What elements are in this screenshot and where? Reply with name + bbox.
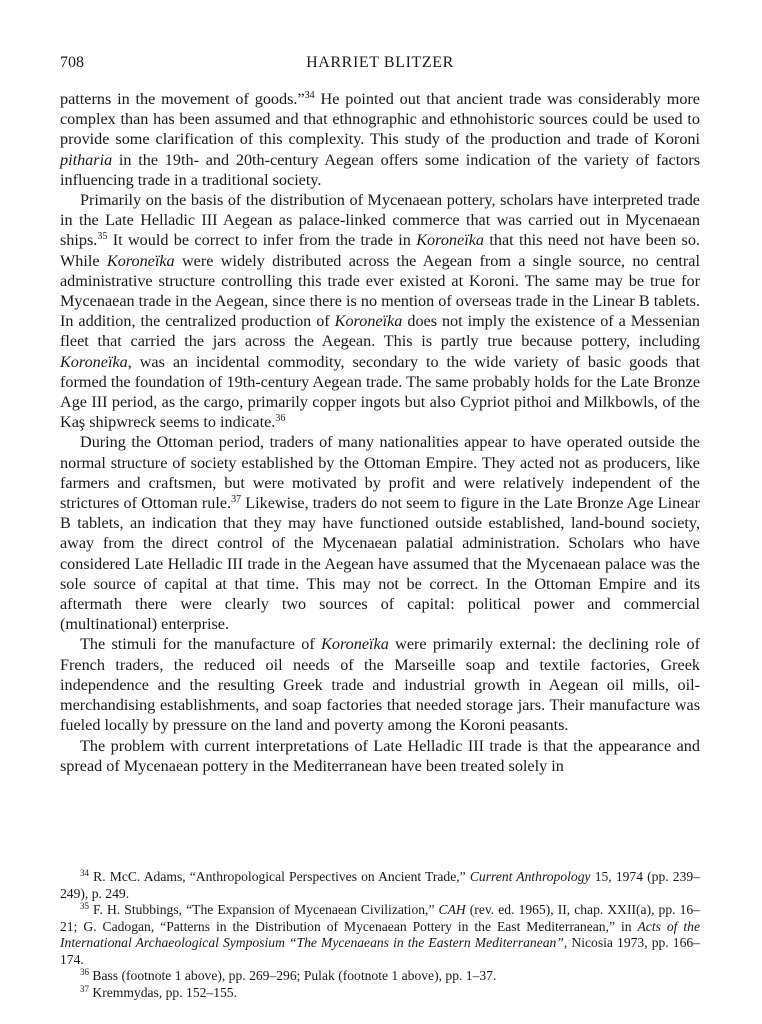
note-marker: 34 bbox=[304, 90, 315, 101]
text-run: R. McC. Adams, “Anthropological Perspectives on Ancient Trade,” bbox=[89, 869, 470, 884]
text-run: It would be correct to infer from the trade in bbox=[107, 231, 417, 250]
italic-text: Current Anthropology bbox=[469, 869, 591, 884]
text-run: Likewise, traders do not seem to figure in the Late Bronze Age Linear B tablets, an indication that they may have functioned outside established, land-bound society, away from the direct control of the Mycenaean palatial administration. Scholars who have considered Late Helladic III trade in the Aegean have assumed that the Mycenaean palace was the sole source of capital at that time. This may not be correct. In the Ottoman Empire and its aftermath there were clearly two sources of capital: political power and commercial (multinational) enterprise. bbox=[60, 494, 700, 634]
italic-text: CAH bbox=[438, 902, 466, 917]
footnotes bbox=[60, 869, 700, 1001]
footnote bbox=[60, 902, 700, 968]
text-run: Kremmydas, pp. 152–155. bbox=[89, 984, 238, 1000]
text-run: patterns in the movement of goods.” bbox=[60, 90, 305, 108]
text-run: The problem with current interpretations of Late Helladic III trade is that the appearance and spread of Mycenaean pottery in the Mediterranean have been treated solely in bbox=[60, 736, 700, 775]
note-marker: 35 bbox=[97, 231, 108, 243]
footnote bbox=[60, 985, 700, 1002]
text-run: During the Ottoman period, traders of many nationalities appear to have operated outside the normal structure of society established by the Ottoman Empire. They acted not as producers, like farmers and craftsmen, but were motivated by profit and were relatively independent of the strictures of Ottoman rule. bbox=[60, 433, 700, 513]
text-run: (rev. ed. 1965), II, chap. XXII(a), pp. 16–21; G. Cadogan, “Patterns in the Distribution of Mycenaean Pottery in the East Mediterranean,” in bbox=[60, 902, 700, 934]
running-head: HARRIET BLITZER bbox=[306, 54, 454, 71]
text-run: Primarily on the basis of the distribution of Mycenaean pottery, scholars have interpreted trade in the Late Helladic III Aegean as palace-linked commerce that was carried out in Mycenaean ships. bbox=[60, 191, 700, 250]
note-marker: 37 bbox=[80, 983, 89, 994]
text-run: He pointed out that ancient trade was considerably more complex than has been assumed and that ethnographic and ethnohistoric sources could be used to provide some clarification of this complexity. This study of the production and trade of Koroni bbox=[60, 90, 700, 149]
text-run: 15, 1974 (pp. 239–249), p. 249. bbox=[60, 869, 700, 901]
page-number: 708 bbox=[60, 54, 84, 71]
note-marker: 37 bbox=[231, 494, 242, 506]
footnote bbox=[60, 968, 700, 985]
text-run: , Nicosia 1973, pp. 166–174. bbox=[60, 935, 700, 967]
paragraph bbox=[60, 190, 700, 432]
paragraph bbox=[60, 432, 700, 634]
paragraph bbox=[60, 89, 700, 190]
italic-text: Koroneïka bbox=[60, 352, 128, 371]
paragraph bbox=[60, 736, 700, 776]
page-header bbox=[60, 54, 700, 76]
note-marker: 34 bbox=[80, 868, 89, 878]
text-run: that this need not have been so. While bbox=[60, 231, 700, 270]
text-run: were widely distributed across the Aegean from a single source, no central administrative structure controlling this trade ever existed at Koroni. The same may be true for Mycenaean trade in the Aegean, since there is no mention of overseas trade in the Linear B tablets. In addition, the centralized production of bbox=[60, 251, 700, 331]
italic-text: Koroneïka bbox=[321, 635, 389, 654]
text-run: The stimuli for the manufacture of bbox=[80, 635, 322, 654]
text-run: , was an incidental commodity, secondary to the wide variety of basic goods that formed the foundation of 19th-century Aegean trade. The same probably holds for the Late Bronze Age III period, as the cargo, primarily copper ingots but also Cypriot pithoi and Milkbowls, of the Kaş shipwreck seems to indicate. bbox=[60, 352, 700, 432]
note-marker: 35 bbox=[80, 901, 89, 911]
text-run: Bass (footnote 1 above), pp. 269–296; Pulak (footnote 1 above), pp. 1–37. bbox=[89, 968, 497, 983]
italic-text: pitharia bbox=[60, 150, 113, 169]
italic-text: Koroneïka bbox=[334, 312, 403, 331]
text-run: were primarily external: the declining role of French traders, the reduced oil needs of the Marseille soap and textile factories, Greek independence and the resulting Greek trade and industrial growth in Aegean oil mills, oil-merchandising establishments, and soap factories that needed storage jars. Their manufacture was fueled locally by pressure on the land and poverty among the Koroni peasants. bbox=[60, 635, 700, 735]
text-run: does not imply the existence of a Messenian fleet that carried the jars across the Aegean. This is partly true because pottery, including bbox=[60, 312, 700, 351]
italic-text: Acts of the International Archaeological Symposium “The Mycenaeans in the Eastern Mediterranean” bbox=[60, 918, 701, 950]
note-marker: 36 bbox=[80, 967, 89, 977]
italic-text: Koroneïka bbox=[106, 251, 175, 270]
body-text bbox=[60, 89, 700, 776]
text-run: in the 19th- and 20th-century Aegean offers some indication of the variety of factors influencing trade in a traditional society. bbox=[60, 150, 700, 189]
paragraph bbox=[60, 634, 700, 735]
footnote bbox=[60, 869, 700, 902]
italic-text: Koroneïka bbox=[416, 231, 484, 250]
text-run: F. H. Stubbings, “The Expansion of Mycenaean Civilization,” bbox=[89, 902, 439, 917]
note-marker: 36 bbox=[275, 413, 286, 425]
